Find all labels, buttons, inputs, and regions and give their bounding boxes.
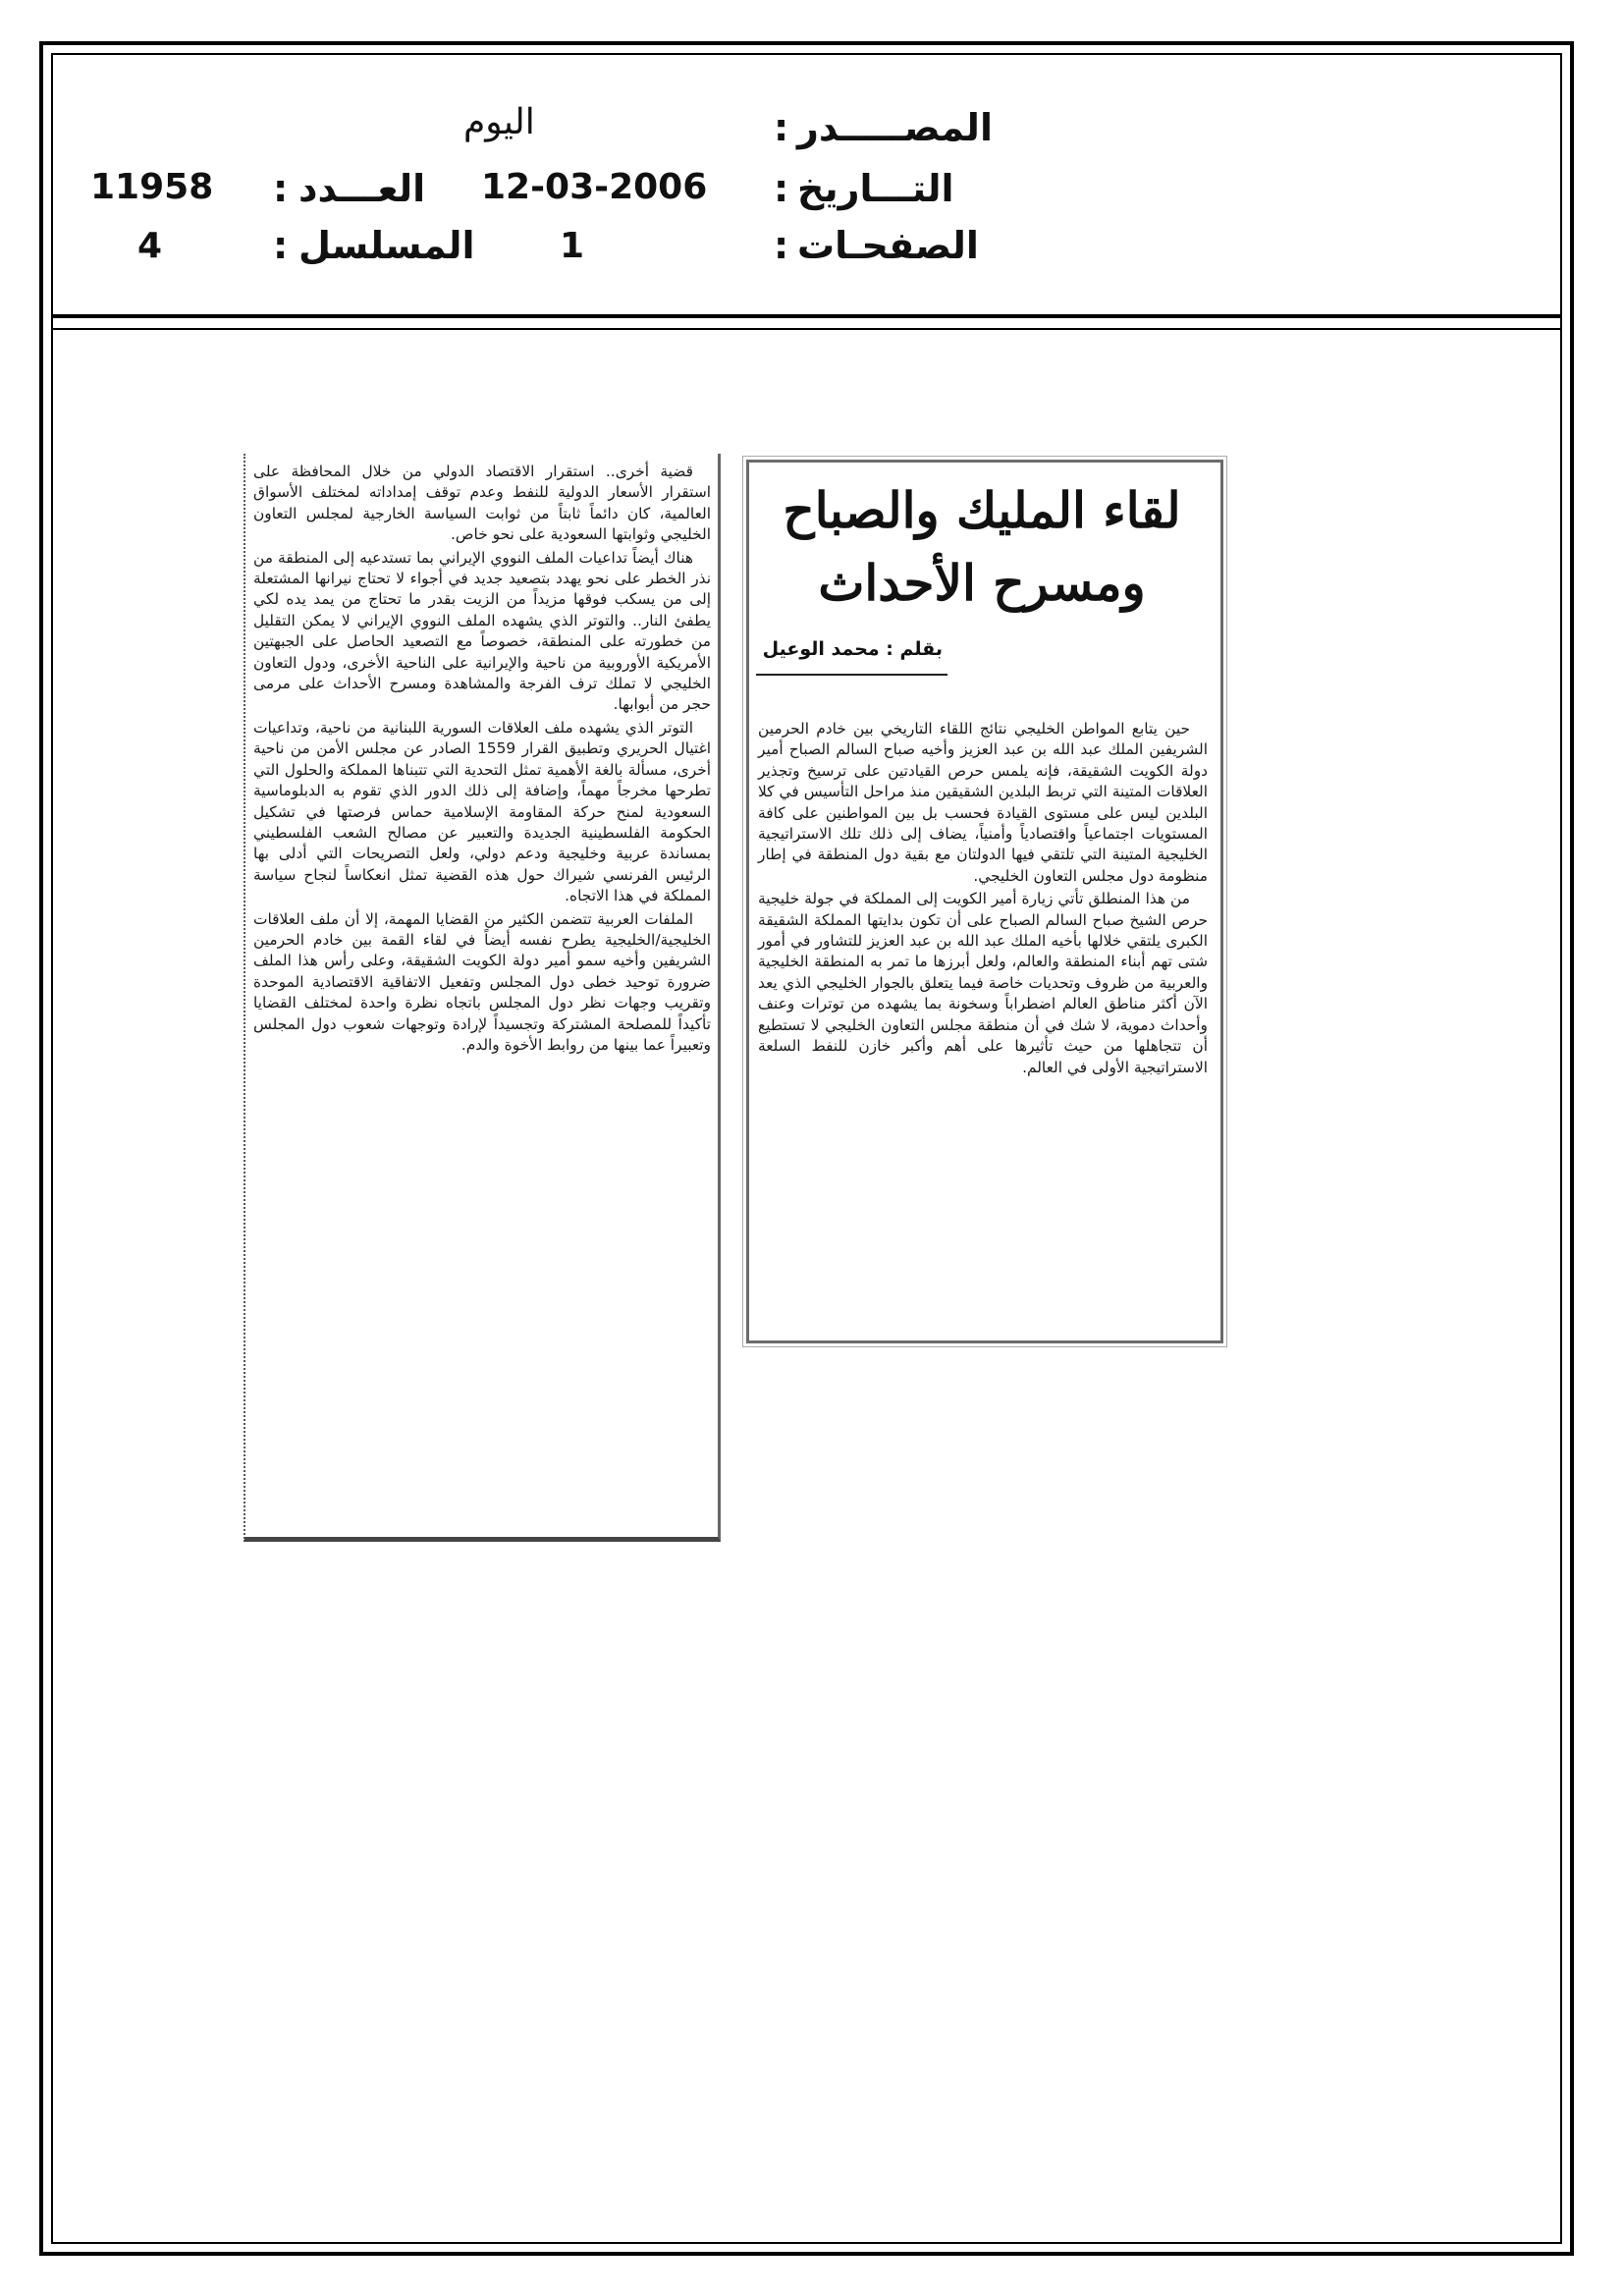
pages-label: الصفحـات bbox=[797, 224, 979, 267]
article-column-left bbox=[253, 462, 711, 1058]
issue-label: العـــدد bbox=[298, 167, 426, 210]
paragraph: هناك أيضاً تداعيات الملف النووي الإيراني بما تستدعيه إلى المنطقة من نذر الخطر على نحو يهدد بتصعيد جديد في أجواء لا تحتاج نيرانها المشتعلة إلى من يسكب فوقها مزيداً من الزيت بقدر ما تحتاج من يمد يده لكي يطفئ النار.. والتوتر الذي يشهده الملف النووي الإيراني لا يمكن التقليل من خطورته على المنطقة، خصوصاً مع التصعيد الحاصل على الجبهتين الأمريكية الأوروبية من ناحية والإيرانية على الناحية الأخرى، ودول التعاون الخليجي لا تملك ترف الفرجة والمشاهدة ومسرح الأحداث على مرمى حجر من أبوابها. bbox=[253, 548, 711, 714]
header-divider bbox=[51, 314, 1562, 318]
article-column-right bbox=[758, 719, 1208, 1080]
paragraph: التوتر الذي يشهده ملف العلاقات السورية اللبنانية من ناحية، وتداعيات اغتيال الحريري وتطبيق القرار 1559 الصادر عن مجلس الأمن من ناحية أخرى، مسألة بالغة الأهمية تمثل التحدية التي تتبناها المملكة والحلول التي تطرحها مخرجاً مهماً، وإضافة إلى ذلك الدور الذي تقوم به الدبلوماسية السعودية لمنح حركة المقاومة الإسلامية حماس فرصتها في تشكيل الحكومة الفلسطينية الجديدة والتعبير عن مصالح الشعب الفلسطيني بمساندة عربية وخليجية ودعم دولي، ولعل التصريحات التي أدلى بها الرئيس الفرنسي شيراك حول هذه القضية تمثل انعكاساً لنجاح سياسة المملكة في هذا الاتجاه. bbox=[253, 718, 711, 905]
date-label: التـــاريخ bbox=[797, 167, 954, 210]
serial-label: المسلسل bbox=[298, 224, 475, 267]
article-title-line1: لقاء المليك والصباح bbox=[783, 481, 1181, 539]
source-value: اليوم bbox=[463, 102, 535, 142]
pages-value: 1 bbox=[560, 226, 585, 266]
date-colon: : bbox=[774, 167, 789, 210]
source-colon: : bbox=[774, 106, 789, 149]
date-value: 12-03-2006 bbox=[481, 167, 708, 207]
paragraph: من هذا المنطلق تأتي زيارة أمير الكويت إلى المملكة في جولة خليجية حرص الشيخ صباح السالم الصباح على أن تكون بدايتها المملكة الشقيقة الكبرى يلتقي خلالها بأخيه الملك عبد الله بن عبد العزيز للتشاور في أمور شتى تهم أبناء المنطقة والعالم، ولعل أبرزها ما تمر به المنطقة الخليجية والعربية من ظروف وتحديات خاصة فيما يتعلق بالجوار الخليجي الذي يعد الآن أكثر مناطق العالم اضطراباً وسخونة بما يشهده من توترات وعنف وأحداث دموية، لا شك في أن منطقة مجلس التعاون الخليجي لا تستطيع أن تتجاهلها من حيث تأثيرها على أهم وأكبر خازن للنفط السلعة الاستراتيجية الأولى في العالم. bbox=[758, 890, 1208, 1076]
header-divider-thin bbox=[51, 328, 1562, 330]
paragraph: حين يتابع المواطن الخليجي نتائج اللقاء التاريخي بين خادم الحرمين الشريفين الملك عبد الله بن عبد العزيز وأخيه صباح السالم الصباح أمير دولة الكويت الشقيقة، فإنه يلمس حرص القيادتين على ترسيخ وتجذير العلاقات المتينة التي تربط البلدين الشقيقين منذ مراحل التأسيس في كلا البلدين ليس على مستوى القيادة فحسب بل بين المواطنين على كافة المستويات اجتماعياً واقتصادياً وأمنياً، يضاف إلى ذلك تلك الاستراتيجية الخليجية المتينة التي تلتقي فيها الدولتان مع بقية دول المنطقة في إطار منظومة دول مجلس التعاون الخليجي. bbox=[758, 720, 1208, 885]
source-label: المصـــــدر bbox=[797, 106, 993, 149]
paragraph: الملفات العربية تتضمن الكثير من القضايا المهمة، إلا أن ملف العلاقات الخليجية/الخليجية يطرح نفسه أيضاً في لقاء القمة بين خادم الحرمين الشريفين وأخيه سمو أمير دولة الكويت الشقيقة، وعلى رأس هذا الملف ضرورة توحيد خطى دول المجلس وتفعيل الاتفاقية الاقتصادية الموحدة وتقريب وجهات نظر دول المجلس باتجاه نظرة واحدة لمختلف القضايا تأكيداً للمصلحة المشتركة وتجسيداً لإرادة وتوجهات شعوب دول المجلس وتعبيراً عما بينها من روابط الأخوة والدم. bbox=[253, 909, 711, 1054]
article-byline: بقلم : محمد الوعيل bbox=[762, 638, 943, 660]
serial-value: 4 bbox=[137, 226, 163, 266]
pages-colon: : bbox=[774, 224, 789, 267]
byline-underline bbox=[756, 674, 947, 676]
article-title-line2: ومسرح الأحداث bbox=[818, 554, 1146, 612]
serial-colon: : bbox=[273, 224, 289, 267]
issue-colon: : bbox=[273, 167, 289, 210]
paragraph: قضية أخرى.. استقرار الاقتصاد الدولي من خلال المحافظة على استقرار الأسعار الدولية للنفط وعدم توقف إمداداته لمختلف الأسواق العالمية، كان دائماً ثابتاً من ثوابت السياسة الخارجية لمجلس التعاون الخليجي وثوابتها السعودية على نحو خاص. bbox=[253, 463, 711, 544]
issue-value: 11958 bbox=[90, 167, 214, 207]
